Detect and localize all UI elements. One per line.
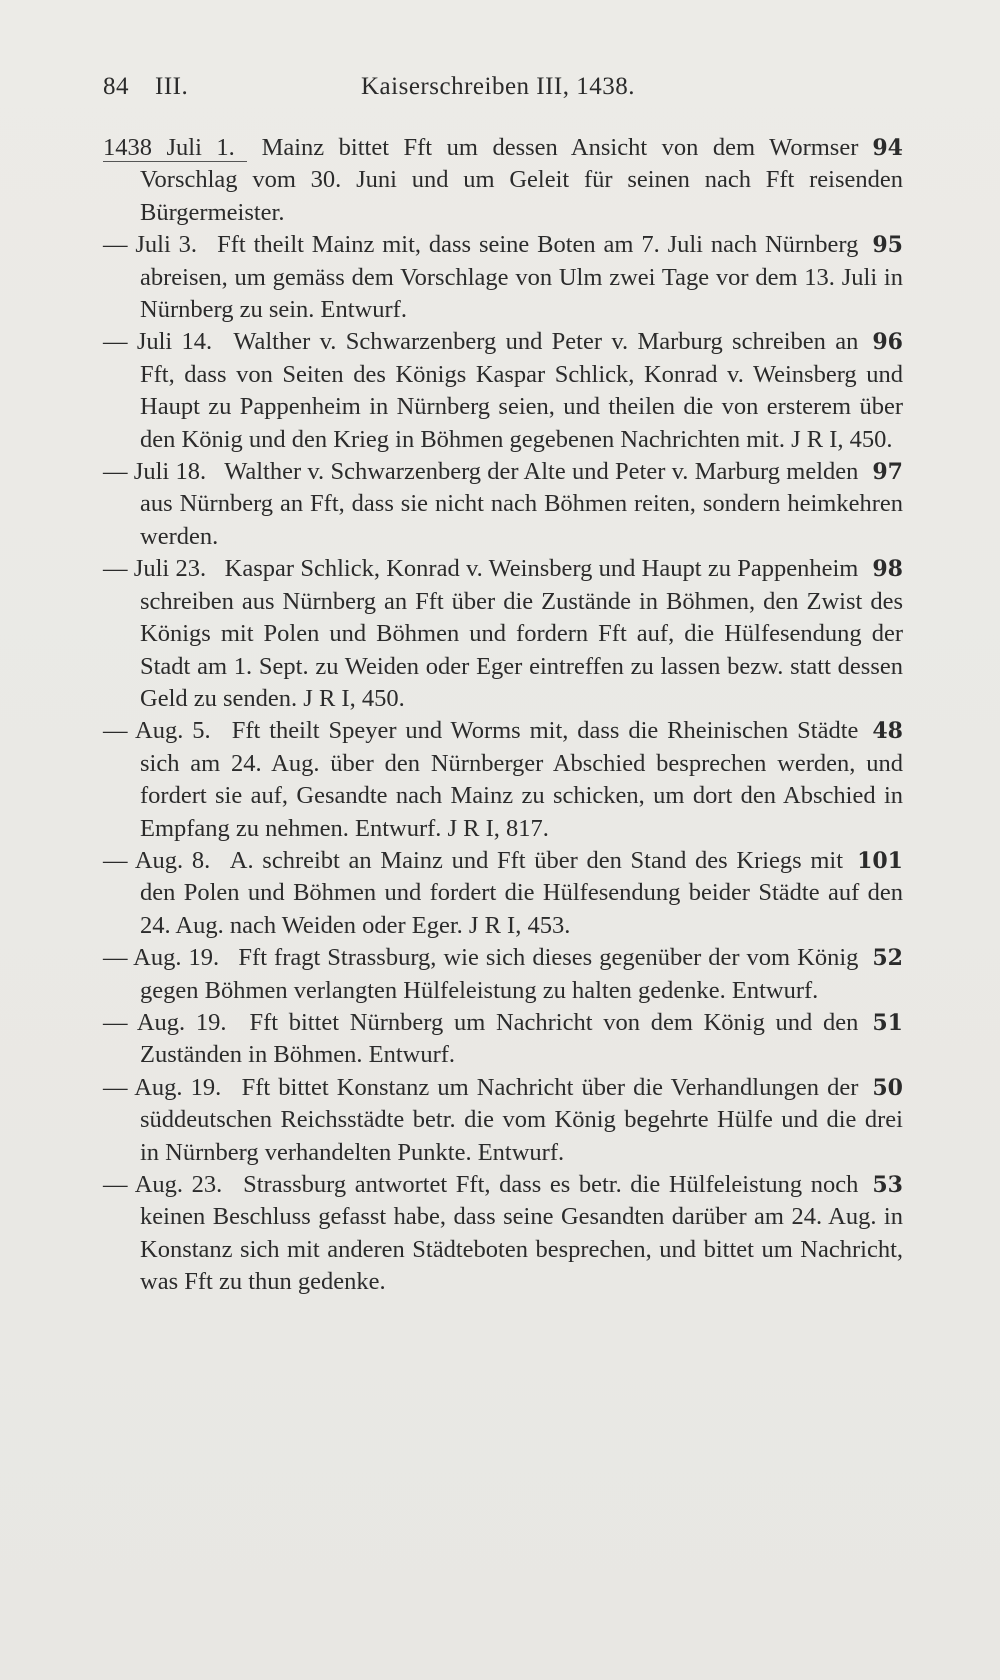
- regesta-entry: [103, 1169, 903, 1299]
- document-number: 95: [872, 232, 903, 259]
- regesta-entry: [103, 715, 903, 845]
- document-number: 97: [872, 459, 903, 486]
- entry-text: A. schreibt an Mainz und Fft über den Stand des Kriegs mit den Polen und Böhmen und fordert die Hülfesendung beider Städte auf den 24. Aug. nach Weiden oder Eger. J R I, 453.: [140, 846, 903, 939]
- entry-text: Fft theilt Mainz mit, dass seine Boten am 7. Juli nach Nürnberg abreisen, um gemäss dem Vorschlage von Ulm zwei Tage vor dem 13. Juli in Nürnberg zu sein. Entwurf.: [140, 231, 903, 324]
- entry-date: — Aug. 8.: [103, 846, 223, 874]
- document-number: 53: [872, 1172, 903, 1198]
- document-number: 94: [872, 135, 903, 161]
- running-header: [103, 73, 903, 113]
- regesta-entry: [103, 326, 903, 456]
- regesta-entry: [103, 132, 903, 229]
- regesta-entry: [103, 456, 903, 553]
- entry-text: Strassburg antwortet Fft, dass es betr. die Hülfeleistung noch keinen Beschluss gefasst habe, dass seine Gesandten darüber am 24. Aug. in Konstanz sich mit anderen Städteboten besprechen, und bittet um Nachricht, was Fft zu thun gedenke.: [140, 1171, 903, 1296]
- regesta-entry: [103, 1072, 903, 1169]
- entry-date: — Aug. 19.: [103, 1073, 234, 1101]
- entry-date: — Aug. 5.: [103, 717, 223, 745]
- document-number: 101: [857, 847, 903, 874]
- entry-text: Mainz bittet Fft um dessen Ansicht von dem Wormser Vorschlag vom 30. Juni und um Geleit für seinen nach Fft reisenden Bürgermeister.: [140, 134, 903, 226]
- document-number: 96: [872, 329, 903, 356]
- entry-text: Fft bittet Konstanz um Nachricht über die Verhandlungen der süddeutschen Reichsstädte betr. die vom König begehrte Hülfe und die drei in Nürnberg verhandelten Punkte. Entwurf.: [140, 1073, 903, 1166]
- regesta-entry: [103, 229, 903, 326]
- entry-text: Walther v. Schwarzenberg der Alte und Peter v. Marburg melden aus Nürnberg an Fft, dass sie nicht nach Böhmen reiten, sondern heimkehren werden.: [140, 458, 903, 550]
- regesta-list: [103, 132, 903, 1299]
- entry-date: — Juli 14.: [103, 328, 225, 356]
- document-number: 51: [872, 1009, 903, 1036]
- document-number: 50: [872, 1074, 903, 1101]
- entry-text: Fft fragt Strassburg, wie sich dieses gegenüber der vom König gegen Böhmen verlangten Hülfeleistung zu halten gedenke. Entwurf.: [140, 944, 859, 1004]
- chapter-number: III.: [155, 73, 189, 100]
- entry-date: — Juli 18.: [103, 458, 219, 486]
- document-number: 98: [872, 556, 903, 583]
- entry-text: Fft bittet Nürnberg um Nachricht von dem König und den Zuständen in Böhmen. Entwurf.: [140, 1008, 859, 1069]
- entry-text: Fft theilt Speyer und Worms mit, dass die Rheinischen Städte sich am 24. Aug. über den Nürnberger Abschied besprechen werden, und fordert sie auf, Gesandte nach Mainz zu schicken, um dort den Abschied in Empfang zu nehmen. Entwurf. J R I, 817.: [140, 717, 903, 842]
- document-number: 48: [872, 718, 903, 745]
- entry-date: — Aug. 19.: [103, 1008, 239, 1036]
- regesta-entry: [103, 845, 903, 942]
- regesta-entry: [103, 1007, 903, 1072]
- regesta-entry: [103, 553, 903, 715]
- entry-date: — Aug. 23.: [103, 1171, 235, 1198]
- entry-date: — Juli 23.: [103, 555, 219, 583]
- running-title: Kaiserschreiben III, 1438.: [361, 73, 636, 100]
- entry-date: 1438 Juli 1.: [103, 134, 248, 161]
- entry-text: Walther v. Schwarzenberg und Peter v. Marburg schreiben an Fft, dass von Seiten des Königs Kaspar Schlick, Konrad v. Weinsberg und Haupt zu Pappenheim in Nürnberg seien, und theilen die von ersterem über den König und den Krieg in Böhmen gegebenen Nachrichten mit. J R I, 450.: [140, 328, 903, 453]
- entry-text: Kaspar Schlick, Konrad v. Weinsberg und Haupt zu Pappenheim schreiben aus Nürnberg an Fft über die Zustände in Böhmen, den Zwist des Königs mit Polen und Böhmen und fordern Fft auf, die Hülfesendung der Stadt am 1. Sept. zu Weiden oder Eger eintreffen zu lassen bezw. statt dessen Geld zu senden. J R I, 450.: [140, 555, 903, 712]
- entry-date: — Aug. 19.: [103, 944, 232, 972]
- document-number: 52: [872, 945, 903, 972]
- entry-date: — Juli 3.: [103, 231, 210, 259]
- regesta-entry: [103, 942, 903, 1007]
- page-number: 84: [103, 73, 129, 100]
